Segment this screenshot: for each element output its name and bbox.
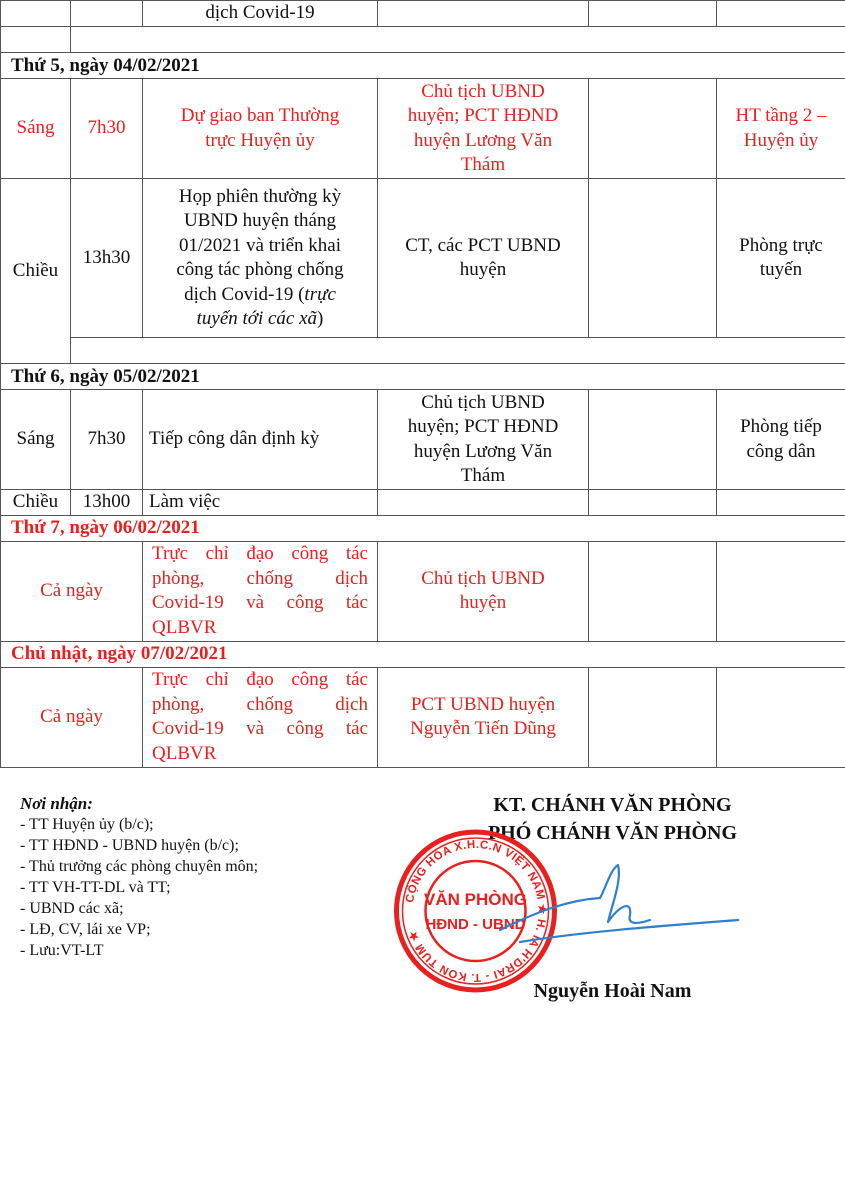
- recipient-item: - TT VH-TT-DL và TT;: [20, 879, 171, 896]
- session-cell: Sáng: [1, 79, 71, 179]
- content-cell: dịch Covid-19: [143, 1, 378, 27]
- session-cell: Cả ngày: [1, 541, 143, 641]
- prep-cell: [589, 79, 717, 179]
- recipients-title: Nơi nhận:: [20, 794, 93, 813]
- table-row: [1, 490, 845, 516]
- spacer-row: [1, 338, 845, 364]
- day-header-cn: [1, 641, 845, 667]
- spacer-row: [1, 27, 845, 53]
- recipients-block: [20, 793, 258, 961]
- place-cell: Phòng tiếp công dân: [717, 390, 845, 490]
- time-cell: 7h30: [71, 390, 143, 490]
- day-header-label: Chủ nhật, ngày 07/02/2021: [1, 641, 845, 667]
- recipient-item: - TT Huyện ủy (b/c);: [20, 816, 154, 833]
- signer-name: Nguyễn Hoài Nam: [533, 980, 692, 1002]
- signature-line-1: KT. CHÁNH VĂN PHÒNG: [493, 794, 732, 816]
- session-cell: Cả ngày: [1, 667, 143, 767]
- table-row: [1, 541, 845, 641]
- day-header-label: Thứ 6, ngày 05/02/2021: [1, 364, 845, 390]
- chair-cell: Chủ tịch UBND huyện; PCT HĐND huyện Lương Văn Thám: [378, 390, 589, 490]
- day-header-thu5: [1, 53, 845, 79]
- recipient-item: - Thủ trưởng các phòng chuyên môn;: [20, 858, 259, 875]
- chair-cell: PCT UBND huyện Nguyễn Tiến Dũng: [378, 667, 589, 767]
- recipient-item: - LĐ, CV, lái xe VP;: [20, 921, 151, 938]
- chair-cell: CT, các PCT UBND huyện: [378, 179, 589, 338]
- prep-cell: [589, 390, 717, 490]
- table-row: [1, 390, 845, 490]
- recipient-item: - TT HĐND - UBND huyện (b/c);: [20, 837, 239, 854]
- content-cell: Dự giao ban Thường trực Huyện ủy: [143, 79, 378, 179]
- prep-cell: [589, 179, 717, 338]
- table-row: [1, 1, 845, 27]
- day-header-label: Thứ 7, ngày 06/02/2021: [1, 515, 845, 541]
- content-cell: Trực chỉ đạo công tác phòng, chống dịch Covid-19 và công tác QLBVR: [143, 667, 378, 767]
- session-cell: Chiều: [1, 179, 71, 364]
- session-cell: Sáng: [1, 390, 71, 490]
- chair-cell: Chủ tịch UBND huyện; PCT HĐND huyện Lương Văn Thám: [378, 79, 589, 179]
- stamp-line-1: VĂN PHÒNG: [424, 890, 527, 909]
- time-cell: 13h30: [71, 179, 143, 338]
- chair-cell: Chủ tịch UBND huyện: [378, 541, 589, 641]
- signature-line-2: PHÓ CHÁNH VĂN PHÒNG: [487, 822, 738, 844]
- place-cell: HT tầng 2 – Huyện ủy: [717, 79, 845, 179]
- table-row: [1, 179, 845, 338]
- place-cell: Phòng trực tuyến: [717, 179, 845, 338]
- day-header-label: Thứ 5, ngày 04/02/2021: [1, 53, 845, 79]
- content-cell: Làm việc: [143, 490, 378, 516]
- recipient-item: - Lưu:VT-LT: [20, 942, 104, 959]
- time-cell: 13h00: [71, 490, 143, 516]
- content-cell: Trực chỉ đạo công tác phòng, chống dịch Covid-19 và công tác QLBVR: [143, 541, 378, 641]
- table-row: [1, 79, 845, 179]
- content-cell: Họp phiên thường kỳ UBND huyện tháng 01/2021 và triển khai công tác phòng chống dịch Covid-19 (trực tuyến tới các xã): [143, 179, 378, 338]
- day-header-thu7: [1, 515, 845, 541]
- handwritten-signature-icon: [480, 860, 740, 950]
- time-cell: 7h30: [71, 79, 143, 179]
- content-cell: Tiếp công dân định kỳ: [143, 390, 378, 490]
- day-header-thu6: [1, 364, 845, 390]
- stamp-outer-text: CỘNG HÒA X.H.C.N VIỆT NAM ★ H. IA H'DRAI - T. KON TUM ★: [404, 838, 548, 984]
- recipient-item: - UBND các xã;: [20, 900, 124, 917]
- table-row: [1, 667, 845, 767]
- session-cell: Chiều: [1, 490, 71, 516]
- stamp-line-2: HĐND - UBND: [425, 916, 526, 933]
